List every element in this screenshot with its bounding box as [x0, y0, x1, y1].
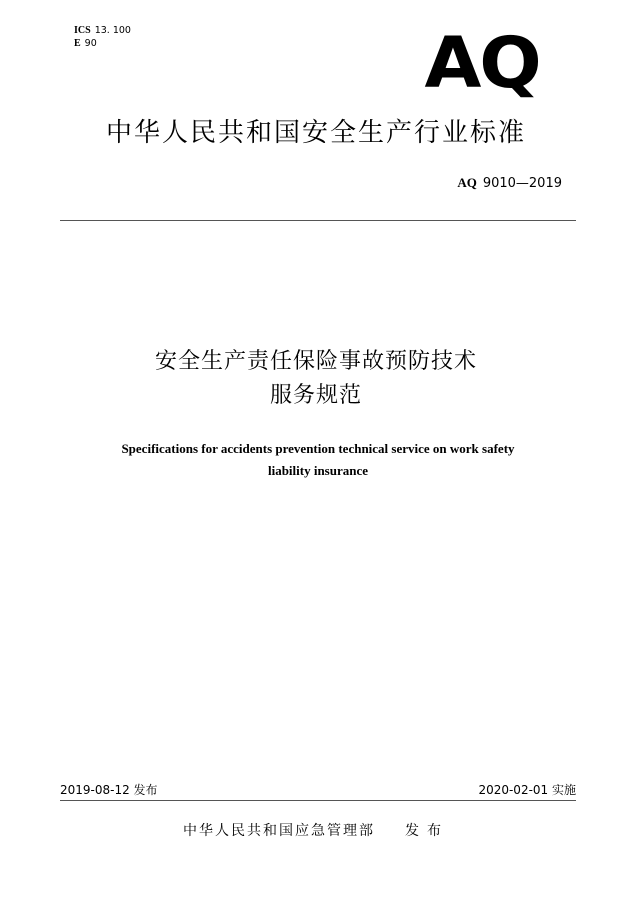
aq-logo: AQ	[424, 22, 540, 104]
ccs-label: E	[74, 38, 81, 49]
document-title-line2: 服务规范	[269, 383, 362, 408]
publisher-action: 发布	[405, 823, 449, 839]
standard-code-number: 9010—2019	[482, 176, 562, 191]
document-title-line1: 安全生产责任保险事故预防技术	[154, 349, 477, 374]
ics-code	[74, 24, 131, 37]
standard-code-prefix: AQ	[457, 175, 477, 190]
publish-date: 2019-08-12 发布	[60, 783, 158, 797]
top-divider	[60, 220, 576, 221]
implement-date: 2020-02-01 实施	[478, 783, 576, 797]
publisher-line	[0, 820, 632, 840]
publisher-name: 中华人民共和国应急管理部	[183, 823, 375, 839]
english-title	[60, 438, 576, 482]
ccs-code	[74, 37, 131, 50]
ccs-value: 90	[84, 38, 97, 49]
standard-category-title: 中华人民共和国安全生产行业标准	[105, 118, 526, 148]
standard-code	[457, 175, 562, 191]
classification-codes	[74, 24, 131, 50]
document-title	[0, 345, 632, 413]
ics-label: ICS	[74, 25, 91, 36]
english-title-line2: liability insurance	[267, 463, 369, 478]
english-title-line1: Specifications for accidents prevention technical service on work safety	[121, 441, 515, 456]
ics-value: 13. 100	[94, 25, 131, 36]
bottom-divider	[60, 800, 576, 801]
